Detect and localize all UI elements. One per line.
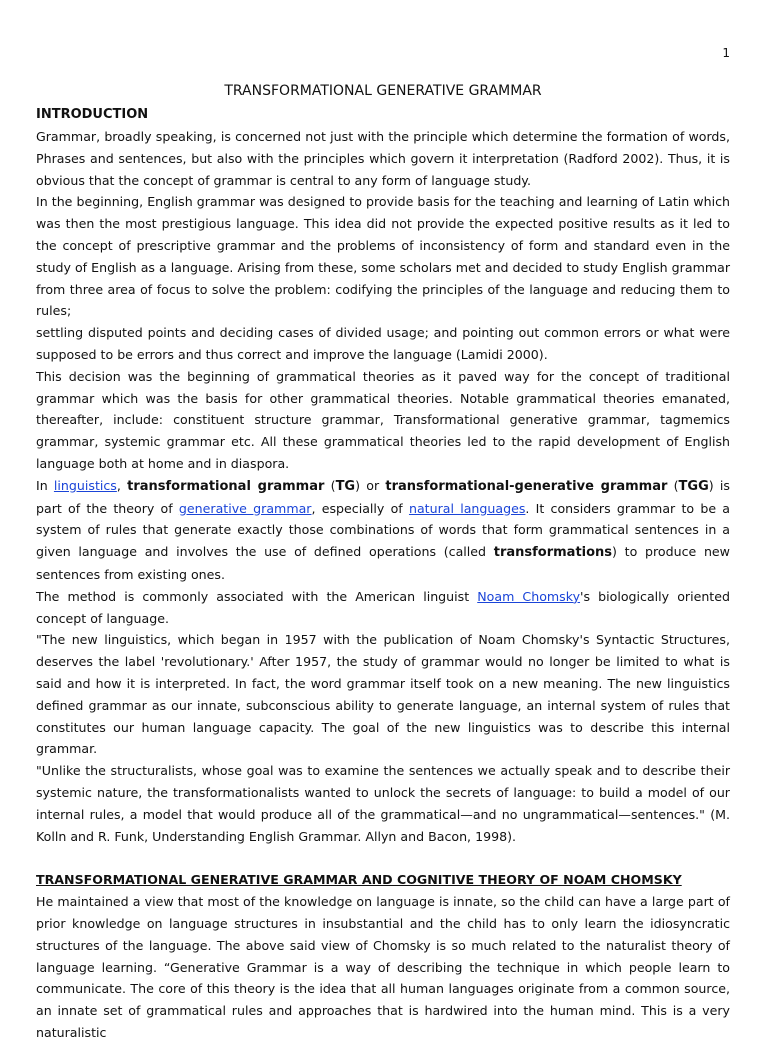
paragraph-4: This decision was the beginning of grammatical theories as it paved way for the concept of traditional grammar which was the basis for other grammatical theories. Notable grammatical theories emanated, thereafter, include: constituent structure grammar, Transformational generative grammar, tagmemics grammar, systemic grammar etc. All these grammatical theories led to the rapid development of English language both at home and in diaspora.: [36, 368, 730, 471]
section-spacer: [36, 847, 730, 869]
link-noam-chomsky[interactable]: Noam Chomsky: [477, 588, 581, 604]
paragraph-6: The method is commonly associated with the American linguist Noam Chomsky's biologically oriented concept of language.: [36, 588, 730, 626]
paragraph-1: Grammar, broadly speaking, is concerned not just with the principle which determine the formation of words, Phrases and sentences, but also with the principles which govern it interpretation (Radford 2002). Thus, it is obvious that the concept of grammar is central to any form of language study.: [36, 129, 730, 188]
introduction-heading: INTRODUCTION: [36, 107, 149, 122]
paragraph-3: settling disputed points and deciding cases of divided usage; and pointing out common errors or what were supposed to be errors and thus correct and improve the language (Lamidi 2000).: [36, 325, 730, 362]
paragraph-8: "Unlike the structuralists, whose goal was to examine the sentences we actually speak and to describe their systemic nature, the transformationalists wanted to unlock the secrets of language: to build a model of our internal rules, a model that would produce all of the grammatical—and no ungrammatical—sentences." (M. Kolln and R. Funk, Understanding English Grammar. Allyn and Bacon, 1998).: [36, 763, 730, 844]
paragraph-2: In the beginning, English grammar was designed to provide basis for the teaching and learning of Latin which was then the most prestigious language. This idea did not provide the expected positive results as it led to the concept of prescriptive grammar and the problems of inconsistency of form and standard even in the study of English as a language. Arising from these, some scholars met and decided to study English grammar from three area of focus to solve the problem: codifying the principles of the language and reducing them to rules;: [36, 194, 730, 319]
link-linguistics[interactable]: linguistics: [53, 477, 117, 493]
section-2-heading: TRANSFORMATIONAL GENERATIVE GRAMMAR AND COGNITIVE THEORY OF NOAM CHOMSKY: [36, 872, 682, 888]
link-natural-languages[interactable]: natural languages: [408, 500, 526, 516]
document-body: [36, 80, 730, 1044]
paragraph-7: "The new linguistics, which began in 1957 with the publication of Noam Chomsky's Syntactic Structures, deserves the label 'revolutionary.' After 1957, the study of grammar would no longer be limited to what is said and how it is interpreted. In fact, the word grammar itself took on a new meaning. The new linguistics defined grammar as our innate, subconscious ability to generate language, an internal system of rules that constitutes our human language capacity. The goal of the new linguistics was to describe this internal grammar.: [36, 632, 730, 757]
link-generative-grammar[interactable]: generative grammar: [178, 500, 312, 516]
paragraph-5: In linguistics, transformational grammar (TG) or transformational-generative grammar (TGG) is part of the theory of generative grammar, especially of natural languages. It considers grammar to be a system of rules that generate exactly those combinations of words that form grammatical sentences in a given language and involves the use of defined operations (called transformations) to produce new sentences from existing ones.: [36, 477, 731, 582]
page-number: 1: [722, 46, 730, 60]
document-title: TRANSFORMATIONAL GENERATIVE GRAMMAR: [224, 83, 542, 99]
paragraph-9: He maintained a view that most of the knowledge on language is innate, so the child can have a large part of prior knowledge on language structures in insubstantial and the child has to only learn the idiosyncratic structures of the language. The above said view of Chomsky is so much related to the naturalist theory of language learning. “Generative Grammar is a way of describing the technique in which people learn to communicate. The core of this theory is the idea that all human languages originate from a common source, an innate set of grammatical rules and approaches that is hardwired into the human mind. This is a very naturalistic: [36, 894, 730, 1041]
